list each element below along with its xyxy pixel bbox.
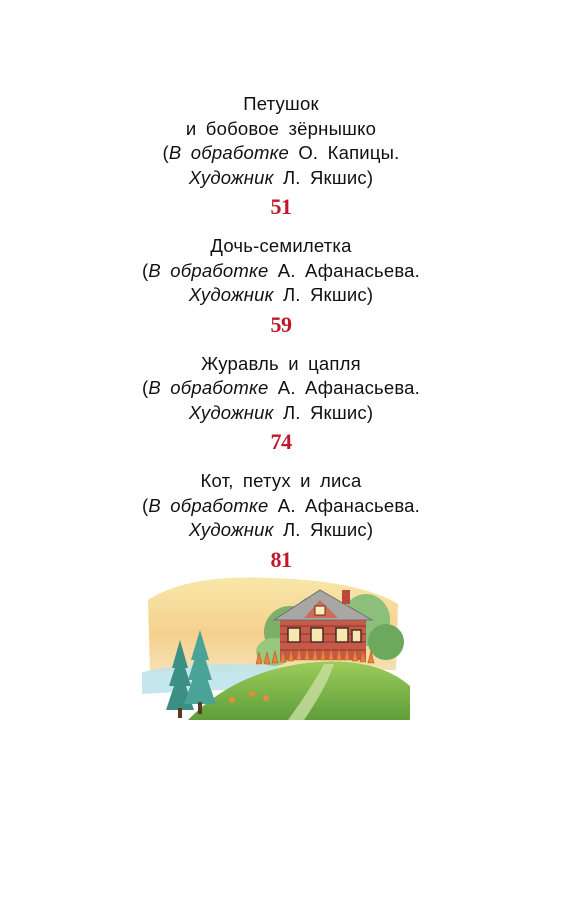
artist-name: Л. Якшис) (273, 401, 374, 423)
entry-credit-line (0, 259, 562, 284)
entry-artist-line (0, 283, 562, 308)
artist-label: Художник (188, 519, 274, 540)
credit-name: О. Капицы. (289, 142, 400, 163)
entry-credit-line (0, 494, 562, 519)
entry-title-line: и бобовое зёрнышко (185, 117, 377, 139)
artist-label: Художник (188, 401, 274, 423)
entry-title-line: Петушок (243, 93, 319, 114)
chimney (342, 590, 350, 604)
page-number: 74 (270, 429, 292, 454)
toc-entry (0, 92, 562, 222)
attic-window (315, 606, 325, 615)
credit-prefix: В обработке (148, 494, 269, 516)
credit-open-paren: ( (141, 494, 149, 516)
credit-open-paren: ( (141, 259, 149, 281)
page-number: 59 (270, 311, 292, 337)
entry-credit-line (0, 141, 562, 166)
entry-artist-line (0, 401, 562, 426)
credit-name: А. Афанасьева. (268, 494, 421, 516)
artist-name: Л. Якшис) (273, 166, 374, 188)
house-on-hill-illustration (128, 560, 428, 720)
credit-prefix: В обработке (148, 259, 269, 281)
credit-open-paren: ( (162, 142, 169, 163)
entry-title-line: Дочь-семилетка (210, 235, 352, 256)
credit-prefix: В обработке (168, 142, 289, 163)
page-number: 51 (270, 194, 292, 219)
entry-artist-line (0, 166, 562, 191)
entry-credit-line (0, 376, 562, 401)
artist-label: Художник (188, 284, 274, 305)
page-number: 81 (270, 546, 292, 572)
entry-artist-line (0, 518, 562, 543)
entry-title-line: Журавль и цапля (201, 352, 361, 374)
entry-title-line: Кот, петух и лиса (200, 470, 362, 491)
credit-name: А. Афанасьева. (268, 259, 421, 281)
toc-entry (0, 469, 562, 575)
toc-entry (0, 352, 562, 458)
artist-label: Художник (188, 166, 274, 188)
artist-name: Л. Якшис) (273, 519, 374, 540)
credit-open-paren: ( (141, 377, 149, 398)
credit-name: А. Афанасьева. (268, 377, 421, 398)
artist-name: Л. Якшис) (273, 284, 374, 305)
toc-entry (0, 234, 562, 340)
table-of-contents (0, 92, 562, 575)
credit-prefix: В обработке (148, 377, 269, 398)
bush (368, 624, 404, 660)
